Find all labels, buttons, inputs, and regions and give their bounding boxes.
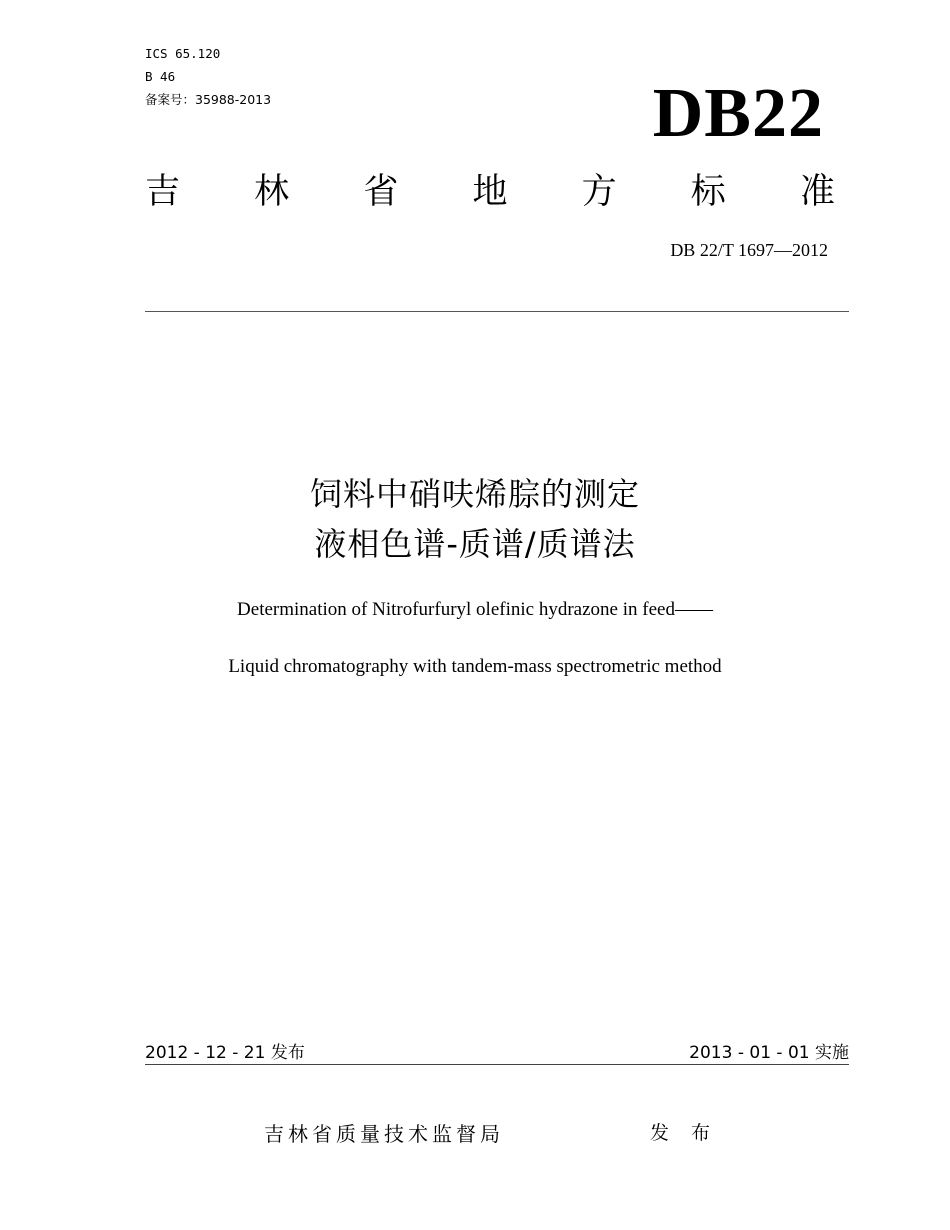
category-char: 方	[581, 172, 617, 212]
standard-code-logo: DB22	[652, 75, 824, 152]
english-title-line-2: Liquid chromatography with tandem-mass spectrometric method	[228, 656, 722, 677]
english-title-line-1: Determination of Nitrofurfuryl olefinic hydrazone in feed——	[237, 599, 713, 620]
issue-date: 2012 - 12 - 21 发布	[145, 1043, 305, 1063]
issuing-authority: 吉林省质量技术监督局	[264, 1122, 504, 1146]
chinese-title-line-1: 饲料中硝呋烯腙的测定	[309, 475, 640, 513]
category-char: 地	[472, 172, 508, 212]
ics-code: ICS 65.120	[145, 46, 221, 61]
classification-code: B 46	[145, 69, 176, 84]
category-char: 林	[254, 172, 290, 212]
category-char: 标	[690, 172, 726, 212]
top-divider	[145, 311, 849, 312]
bottom-divider	[145, 1064, 849, 1065]
category-char: 省	[363, 172, 399, 212]
category-char: 准	[799, 172, 835, 212]
implementation-date: 2013 - 01 - 01 实施	[689, 1043, 849, 1063]
issue-label: 发 布	[650, 1122, 719, 1144]
record-number: 备案号：35988-2013	[145, 92, 272, 107]
category-char: 吉	[145, 172, 181, 212]
chinese-title-line-2: 液相色谱-质谱/质谱法	[314, 525, 636, 563]
standard-category	[145, 170, 835, 214]
standard-number: DB 22/T 1697—2012	[670, 240, 828, 260]
